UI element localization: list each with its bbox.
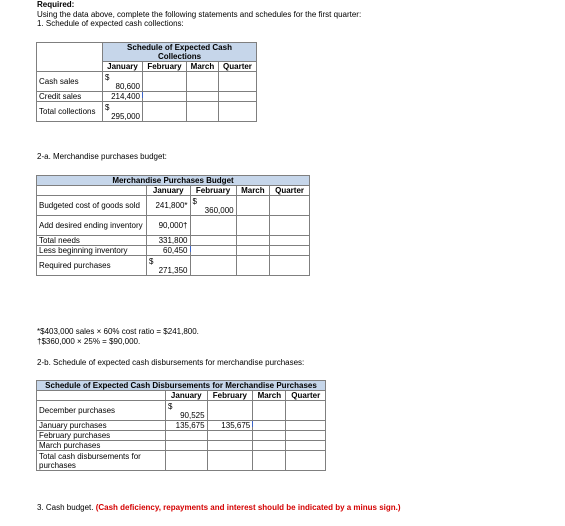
quarter-cell[interactable] bbox=[286, 441, 326, 451]
quarter-cell[interactable] bbox=[286, 451, 326, 471]
instruction-text: Using the data above, complete the following statements and schedules for the first quarter: bbox=[37, 10, 362, 19]
january-cell[interactable] bbox=[166, 401, 208, 421]
row-label: January purchases bbox=[37, 421, 166, 431]
item-2a-text: 2-a. Merchandise purchases budget: bbox=[37, 152, 167, 161]
column-header: January bbox=[166, 391, 208, 401]
february-cell[interactable] bbox=[207, 451, 253, 471]
february-cell[interactable] bbox=[142, 72, 186, 92]
january-cell[interactable] bbox=[103, 102, 143, 122]
january-cell[interactable] bbox=[166, 451, 208, 471]
february-cell[interactable] bbox=[207, 441, 253, 451]
column-header: January bbox=[147, 186, 191, 196]
column-header: February bbox=[142, 62, 186, 72]
march-cell[interactable] bbox=[186, 72, 218, 92]
item-3-text bbox=[37, 503, 401, 513]
footnote-cost-ratio: *$403,000 sales × 60% cost ratio = $241,800. bbox=[37, 327, 199, 336]
column-header: Quarter bbox=[270, 186, 310, 196]
february-cell[interactable] bbox=[190, 256, 236, 276]
february-cell[interactable] bbox=[207, 431, 253, 441]
january-cell[interactable] bbox=[103, 92, 143, 102]
march-cell[interactable] bbox=[253, 421, 286, 431]
cell-value: 331,800 bbox=[158, 236, 188, 245]
february-cell[interactable] bbox=[190, 246, 236, 256]
february-cell[interactable] bbox=[207, 421, 253, 431]
cell-value: 60,450 bbox=[163, 246, 188, 255]
required-heading: Required: bbox=[37, 0, 75, 9]
january-cell[interactable] bbox=[166, 441, 208, 451]
row-label: Cash sales bbox=[37, 72, 103, 92]
currency-symbol: $ bbox=[105, 72, 110, 82]
january-cell[interactable] bbox=[166, 421, 208, 431]
row-label: Credit sales bbox=[37, 92, 103, 102]
march-cell[interactable] bbox=[253, 401, 286, 421]
column-header: March bbox=[253, 391, 286, 401]
march-cell[interactable] bbox=[253, 441, 286, 451]
january-cell[interactable] bbox=[147, 236, 191, 246]
february-cell[interactable] bbox=[142, 102, 186, 122]
february-cell[interactable] bbox=[142, 92, 186, 102]
table-title: Merchandise Purchases Budget bbox=[37, 176, 310, 186]
column-header: January bbox=[103, 62, 143, 72]
cell-value: 80,600 bbox=[115, 81, 140, 91]
quarter-cell[interactable] bbox=[286, 421, 326, 431]
quarter-cell[interactable] bbox=[286, 431, 326, 441]
cell-value: 135,675 bbox=[221, 421, 251, 430]
quarter-cell[interactable] bbox=[218, 102, 256, 122]
cell-value: 360,000 bbox=[204, 205, 234, 215]
quarter-cell[interactable] bbox=[218, 72, 256, 92]
row-label: Add desired ending inventory bbox=[37, 216, 147, 236]
currency-symbol: $ bbox=[105, 102, 110, 112]
column-header: Quarter bbox=[218, 62, 256, 72]
item-2b-text: 2-b. Schedule of expected cash disbursements for merchandise purchases: bbox=[37, 358, 305, 367]
quarter-cell[interactable] bbox=[286, 401, 326, 421]
cell-value: 241,800* bbox=[155, 201, 188, 210]
january-cell[interactable] bbox=[103, 72, 143, 92]
january-cell[interactable] bbox=[147, 196, 191, 216]
cash-collections-table bbox=[36, 42, 257, 122]
march-cell[interactable] bbox=[236, 256, 270, 276]
february-cell[interactable] bbox=[190, 196, 236, 216]
february-cell[interactable] bbox=[190, 216, 236, 236]
cell-value: 135,675 bbox=[175, 421, 205, 430]
column-header: February bbox=[190, 186, 236, 196]
february-cell[interactable] bbox=[190, 236, 236, 246]
january-cell[interactable] bbox=[147, 216, 191, 236]
february-cell[interactable] bbox=[207, 401, 253, 421]
march-cell[interactable] bbox=[186, 102, 218, 122]
row-label: Total needs bbox=[37, 236, 147, 246]
cell-value: 271,350 bbox=[158, 265, 188, 275]
row-label: March purchases bbox=[37, 441, 166, 451]
currency-symbol: $ bbox=[149, 256, 154, 266]
march-cell[interactable] bbox=[236, 216, 270, 236]
column-header: March bbox=[236, 186, 270, 196]
january-cell[interactable] bbox=[147, 246, 191, 256]
quarter-cell[interactable] bbox=[270, 246, 310, 256]
quarter-cell[interactable] bbox=[270, 256, 310, 276]
march-cell[interactable] bbox=[236, 246, 270, 256]
row-label: Less beginning inventory bbox=[37, 246, 147, 256]
march-cell[interactable] bbox=[253, 431, 286, 441]
cell-value: 295,000 bbox=[111, 111, 140, 121]
column-header: Quarter bbox=[286, 391, 326, 401]
january-cell[interactable] bbox=[147, 256, 191, 276]
march-cell[interactable] bbox=[253, 451, 286, 471]
cell-value: 214,400 bbox=[111, 92, 140, 101]
table-title: Schedule of Expected Cash Disbursements for Merchandise Purchases bbox=[37, 381, 326, 391]
cell-value: 90,000† bbox=[158, 221, 188, 230]
row-label: Total collections bbox=[37, 102, 103, 122]
march-cell[interactable] bbox=[236, 196, 270, 216]
quarter-cell[interactable] bbox=[270, 236, 310, 246]
footnote-inventory: †$360,000 × 25% = $90,000. bbox=[37, 337, 141, 346]
row-label: February purchases bbox=[37, 431, 166, 441]
currency-symbol: $ bbox=[168, 401, 173, 411]
item-3-note: (Cash deficiency, repayments and interest should be indicated by a minus sign.) bbox=[95, 503, 401, 512]
column-header: February bbox=[207, 391, 253, 401]
cash-disbursements-table bbox=[36, 380, 326, 471]
row-label: Required purchases bbox=[37, 256, 147, 276]
row-label: December purchases bbox=[37, 401, 166, 421]
quarter-cell[interactable] bbox=[218, 92, 256, 102]
table-title: Schedule of Expected Cash Collections bbox=[103, 43, 257, 62]
item-3-prefix: 3. Cash budget. bbox=[37, 503, 94, 512]
row-label: Budgeted cost of goods sold bbox=[37, 196, 147, 216]
column-header: March bbox=[186, 62, 218, 72]
quarter-cell[interactable] bbox=[270, 216, 310, 236]
currency-symbol: $ bbox=[192, 196, 197, 206]
january-cell[interactable] bbox=[166, 431, 208, 441]
march-cell[interactable] bbox=[236, 236, 270, 246]
march-cell[interactable] bbox=[186, 92, 218, 102]
item-1-text: 1. Schedule of expected cash collections: bbox=[37, 19, 184, 28]
quarter-cell[interactable] bbox=[270, 196, 310, 216]
cell-value: 90,525 bbox=[180, 410, 205, 420]
merchandise-purchases-table bbox=[36, 175, 310, 276]
row-label: Total cash disbursements for purchases bbox=[37, 451, 166, 471]
